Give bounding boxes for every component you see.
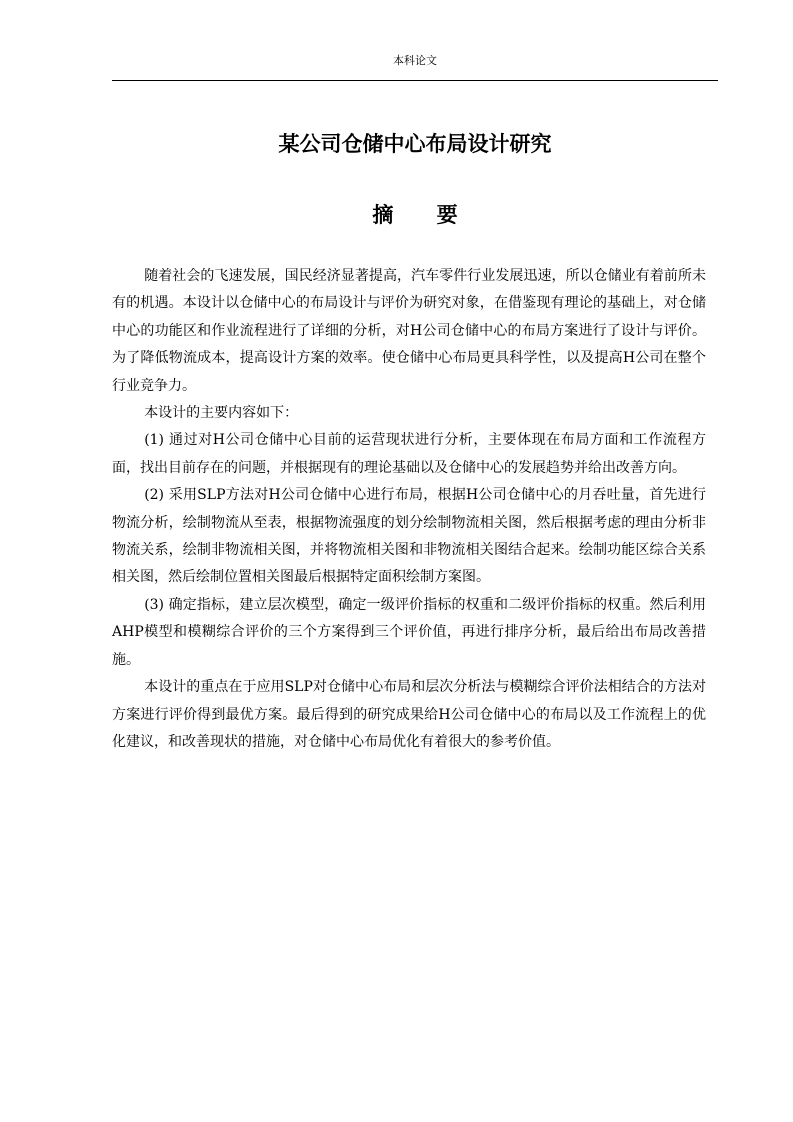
page-header <box>112 52 718 81</box>
paragraph-item-2: (2) 采用SLP方法对H公司仓储中心进行布局，根据H公司仓储中心的月吞吐量，首先进行物流分析，绘制物流从至表，根据物流强度的划分绘制物流相关图，然后根据考虑的理由分析非物流关系，绘制非物流相关图，并将物流相关图和非物流相关图结合起来。绘制功能区综合关系相关图，然后绘制位置相关图最后根据特定面积绘制方案图。 <box>112 487 706 586</box>
paragraph-intro: 随着社会的飞速发展，国民经济显著提高，汽车零件行业发展迅速，所以仓储业有着前所未有的机遇。本设计以仓储中心的布局设计与评价为研究对象，在借鉴现有理论的基础上，对仓储中心的功能区和作业流程进行了详细的分析，对H公司仓储中心的布局方案进行了设计与评价。为了降低物流成本，提高设计方案的效率。使仓储中心布局更具科学性，以及提高H公司在整个行业竞争力。 <box>112 268 706 394</box>
paragraph-contents-lead: 本设计的主要内容如下： <box>144 405 299 422</box>
abstract-body <box>112 263 706 756</box>
running-title: 本科论文 <box>393 54 437 67</box>
abstract-heading: 摘 要 <box>372 203 476 227</box>
document-title: 某公司仓储中心布局设计研究 <box>278 132 552 156</box>
paragraph-conclusion: 本设计的重点在于应用SLP对仓储中心布局和层次分析法与模糊综合评价法相结合的方法对方案进行评价得到最优方案。最后得到的研究成果给H公司仓储中心的布局以及工作流程上的优化建议，和改善现状的措施，对仓储中心布局优化有着很大的参考价值。 <box>112 679 706 750</box>
paragraph-item-3: (3) 确定指标，建立层次模型，确定一级评价指标的权重和二级评价指标的权重。然后利用AHP模型和模糊综合评价的三个方案得到三个评价值，再进行排序分析，最后给出布局改善措施。 <box>112 596 706 668</box>
paragraph-item-1: (1) 通过对H公司仓储中心目前的运营现状进行分析，主要体现在布局方面和工作流程方面，找出目前存在的问题，并根据现有的理论基础以及仓储中心的发展趋势并给出改善方向。 <box>112 432 706 476</box>
